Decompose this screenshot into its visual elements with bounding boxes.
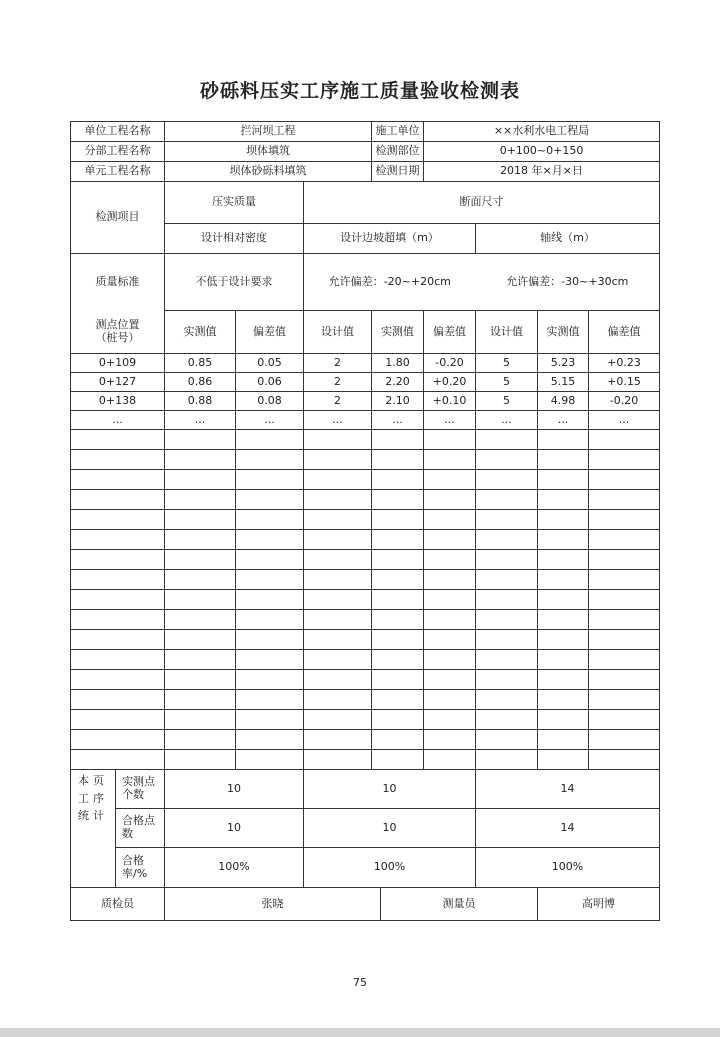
table-cell: 2.20 xyxy=(372,373,424,392)
table-cell: -0.20 xyxy=(424,354,476,373)
point-position-header xyxy=(71,311,165,354)
pass-slope: 10 xyxy=(304,809,476,848)
col-deviation-slope: 偏差值 xyxy=(424,311,476,354)
count-slope: 10 xyxy=(304,770,476,809)
pass-axis: 14 xyxy=(476,809,660,848)
count-axis: 14 xyxy=(476,770,660,809)
info-row xyxy=(71,122,660,142)
location-label: 检测部位 xyxy=(372,142,424,162)
pass-density: 10 xyxy=(165,809,304,848)
table-cell: 5 xyxy=(476,392,538,411)
empty-row xyxy=(71,650,660,670)
rate-axis: 100% xyxy=(476,848,660,888)
col-measured-axis: 实测值 xyxy=(538,311,589,354)
section-header: 断面尺寸 xyxy=(304,182,660,224)
table-row xyxy=(71,411,660,430)
empty-row xyxy=(71,690,660,710)
table-cell: 1.80 xyxy=(372,354,424,373)
table-cell: +0.15 xyxy=(589,373,660,392)
empty-row xyxy=(71,470,660,490)
standard-compaction: 不低于设计要求 xyxy=(165,254,304,311)
table-cell: ... xyxy=(236,411,304,430)
empty-row xyxy=(71,450,660,470)
empty-row xyxy=(71,430,660,450)
info-row xyxy=(71,142,660,162)
page-title: 砂砾料压实工序施工质量验收检测表 xyxy=(199,80,520,102)
empty-row xyxy=(71,550,660,570)
unit-project-label: 单位工程名称 xyxy=(71,122,165,142)
item-label: 检测项目 xyxy=(71,182,165,254)
date-value: 2018 年×月×日 xyxy=(424,162,660,182)
col-measured-density: 实测值 xyxy=(165,311,236,354)
unit-project-value: 拦河坝工程 xyxy=(165,122,372,142)
empty-row xyxy=(71,710,660,730)
empty-row xyxy=(71,750,660,770)
col-design-slope: 设计值 xyxy=(304,311,372,354)
contractor-label: 施工单位 xyxy=(372,122,424,142)
stats-label: 本页工序统计 xyxy=(71,770,116,888)
sub-project-label: 分部工程名称 xyxy=(71,142,165,162)
table-cell: 2.10 xyxy=(372,392,424,411)
contractor-value: ××水利水电工程局 xyxy=(424,122,660,142)
table-cell: 0.85 xyxy=(165,354,236,373)
table-cell: 5 xyxy=(476,354,538,373)
element-project-value: 坝体砂砾料填筑 xyxy=(165,162,372,182)
table-cell: 0.08 xyxy=(236,392,304,411)
inspector-label: 质检员 xyxy=(71,888,165,921)
table-cell: 0.06 xyxy=(236,373,304,392)
empty-row xyxy=(71,570,660,590)
page-number: 75 xyxy=(353,976,367,989)
empty-row xyxy=(71,490,660,510)
table-cell: ... xyxy=(589,411,660,430)
surveyor-label: 测量员 xyxy=(381,888,538,921)
table-cell: 0.86 xyxy=(165,373,236,392)
table-row xyxy=(71,373,660,392)
table-cell: 0+138 xyxy=(71,392,165,411)
table-cell: 2 xyxy=(304,354,372,373)
table-cell: ... xyxy=(424,411,476,430)
empty-row xyxy=(71,670,660,690)
pass-label: 合格点数 xyxy=(116,809,165,848)
table-cell: ... xyxy=(538,411,589,430)
point-label-line1: 测点位置 xyxy=(95,318,140,332)
table-cell: -0.20 xyxy=(589,392,660,411)
table-cell: 0.88 xyxy=(165,392,236,411)
inspection-table xyxy=(70,121,660,921)
rate-label: 合格率/% xyxy=(116,848,165,888)
count-density: 10 xyxy=(165,770,304,809)
col-deviation-density: 偏差值 xyxy=(236,311,304,354)
table-cell: ... xyxy=(476,411,538,430)
element-project-label: 单元工程名称 xyxy=(71,162,165,182)
slope-header: 设计边坡超填（m） xyxy=(304,224,476,254)
surveyor-value: 高明博 xyxy=(538,888,660,921)
table-cell: ... xyxy=(304,411,372,430)
table-cell: ... xyxy=(165,411,236,430)
bottom-bar xyxy=(0,1028,720,1037)
table-cell: 5 xyxy=(476,373,538,392)
table-cell: +0.20 xyxy=(424,373,476,392)
table-cell: ... xyxy=(71,411,165,430)
col-deviation-axis: 偏差值 xyxy=(589,311,660,354)
table-row xyxy=(71,392,660,411)
table-cell: 4.98 xyxy=(538,392,589,411)
table-cell: 2 xyxy=(304,392,372,411)
table-cell: 0+109 xyxy=(71,354,165,373)
date-label: 检测日期 xyxy=(372,162,424,182)
standard-label: 质量标准 xyxy=(71,254,165,311)
empty-row xyxy=(71,730,660,750)
info-row xyxy=(71,162,660,182)
standard-axis: 允许偏差：-30~+30cm xyxy=(476,254,660,311)
empty-row xyxy=(71,530,660,550)
axis-header: 轴线（m） xyxy=(476,224,660,254)
table-cell: 0.05 xyxy=(236,354,304,373)
table-cell: 0+127 xyxy=(71,373,165,392)
table-cell: +0.10 xyxy=(424,392,476,411)
table-cell: 5.23 xyxy=(538,354,589,373)
empty-row xyxy=(71,590,660,610)
standard-slope: 允许偏差：-20~+20cm xyxy=(304,254,476,311)
table-row xyxy=(71,354,660,373)
empty-row xyxy=(71,510,660,530)
col-design-axis: 设计值 xyxy=(476,311,538,354)
table-cell: ... xyxy=(372,411,424,430)
rate-slope: 100% xyxy=(304,848,476,888)
table-cell: +0.23 xyxy=(589,354,660,373)
empty-row xyxy=(71,610,660,630)
sub-project-value: 坝体填筑 xyxy=(165,142,372,162)
inspector-value: 张晓 xyxy=(165,888,381,921)
compaction-header: 压实质量 xyxy=(165,182,304,224)
count-label: 实测点个数 xyxy=(116,770,165,809)
empty-row xyxy=(71,630,660,650)
rate-density: 100% xyxy=(165,848,304,888)
table-cell: 2 xyxy=(304,373,372,392)
location-value: 0+100~0+150 xyxy=(424,142,660,162)
table-cell: 5.15 xyxy=(538,373,589,392)
relative-density-header: 设计相对密度 xyxy=(165,224,304,254)
col-measured-slope: 实测值 xyxy=(372,311,424,354)
point-label-line2: （桩号） xyxy=(95,330,140,344)
